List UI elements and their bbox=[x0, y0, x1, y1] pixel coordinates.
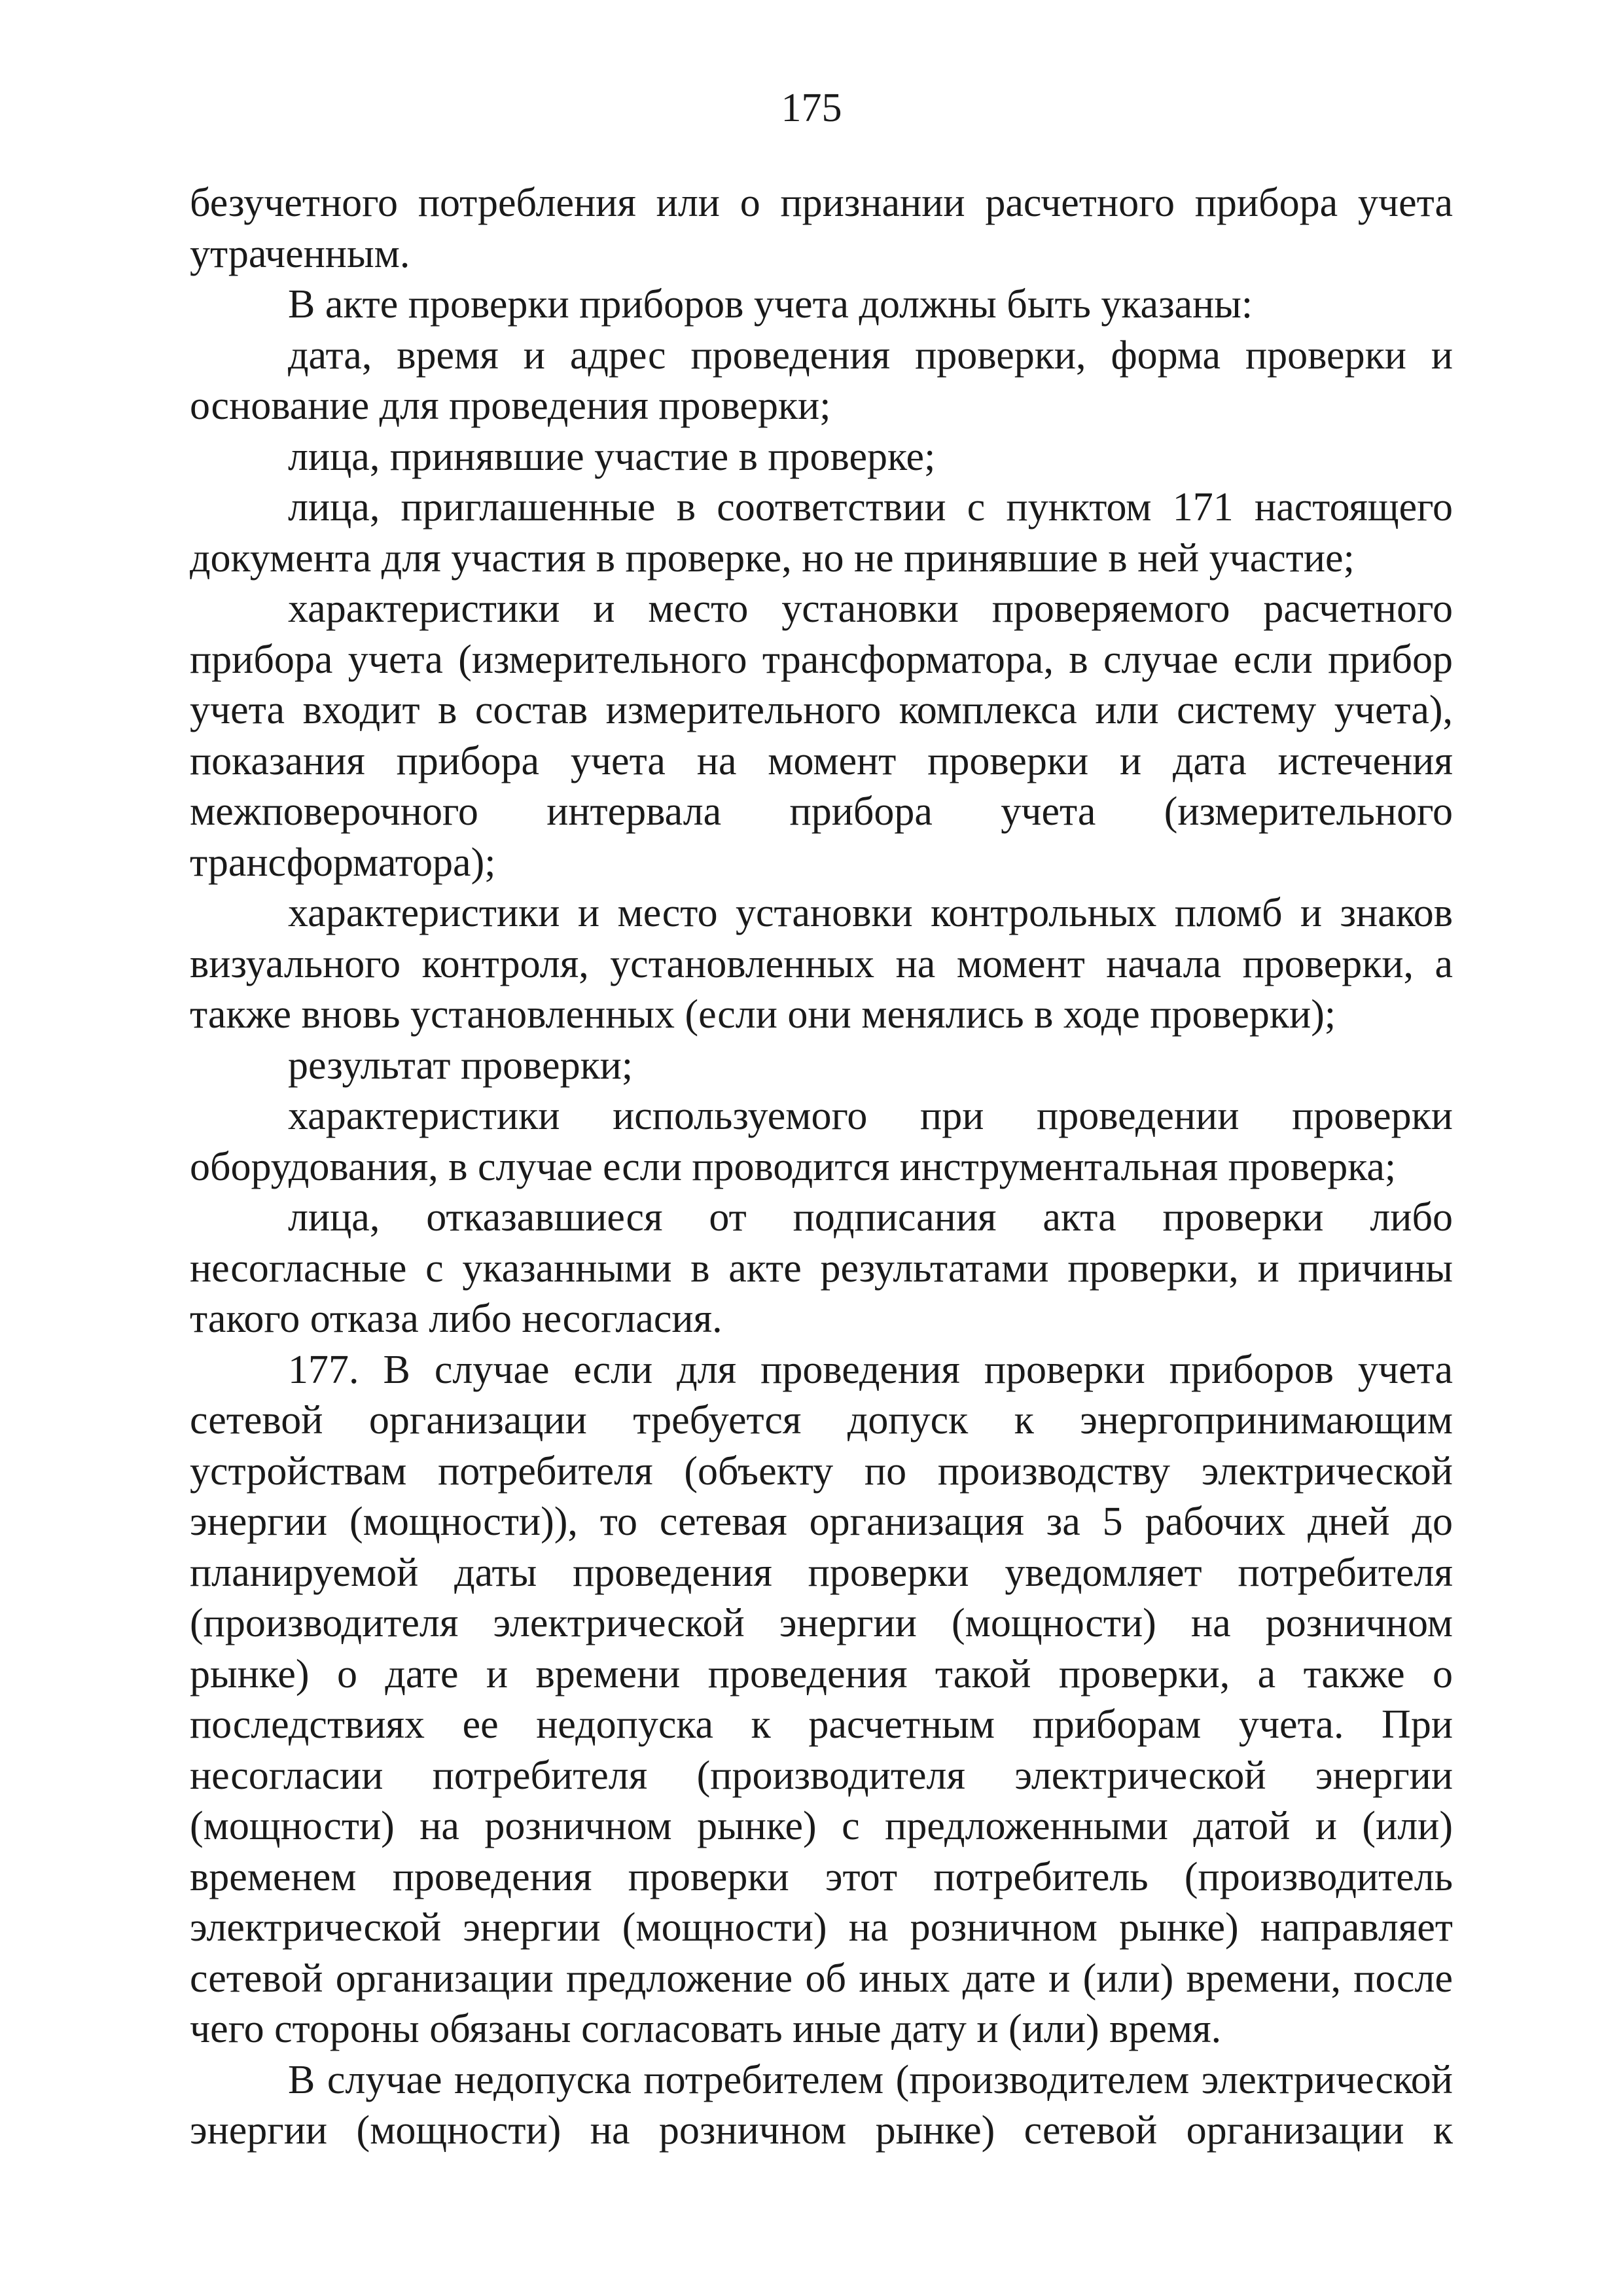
paragraph-non-admission: В случае недопуска потребителем (производителем электрической энергии (мощности) на розничном рынке) сетевой организации к bbox=[190, 2057, 1453, 2153]
list-item-equipment: характеристики используемого при проведении проверки оборудования, в случае если проводится инструментальная проверка; bbox=[190, 1094, 1453, 1189]
list-item-seals: характеристики и место установки контрольных пломб и знаков визуального контроля, установленных на момент начала проверки, а также вновь установленных (если они менялись в ходе проверки); bbox=[190, 891, 1453, 1037]
list-item-invited-absent: лица, приглашенные в соответствии с пунктом 171 настоящего документа для участия в проверке, но не принявшие в ней участие; bbox=[190, 485, 1453, 581]
paragraph-clause-177: 177. В случае если для проведения проверки приборов учета сетевой организации требуется допуск к энергопринимающим устройствам потребителя (объекту по производству электрической энергии (мощности)), то сетевая организация за 5 рабочих дней до планируемой даты проведения проверки уведомляет потребителя (производителя электрической энергии (мощности) на розничном рынке) о дате и времени проведения такой проверки, а также о последствиях ее недопуска к расчетным приборам учета. При несогласии потребителя (производителя электрической энергии (мощности) на розничном рынке) с предложенными датой и (или) временем проведения проверки этот потребитель (производитель электрической энергии (мощности) на розничном рынке) направляет сетевой организации предложение об иных дате и (или) времени, после чего стороны обязаны согласовать иные дату и (или) время. bbox=[190, 1347, 1453, 2051]
list-item-date-time-address: дата, время и адрес проведения проверки, форма проверки и основание для проведения проверки; bbox=[190, 332, 1453, 428]
paragraph-act-contents-intro: В акте проверки приборов учета должны быть указаны: bbox=[288, 282, 1253, 327]
paragraph-continuation: безучетного потребления или о признании расчетного прибора учета утраченным. bbox=[190, 181, 1453, 276]
list-item-meter-characteristics: характеристики и место установки проверяемого расчетного прибора учета (измерительного трансформатора, в случае если прибор учета входит в состав измерительного комплекса или систему учета), показания прибора учета на момент проверки и дата истечения межповерочного интервала прибора учета (измерительного трансформатора); bbox=[190, 586, 1453, 885]
list-item-participants: лица, принявшие участие в проверке; bbox=[288, 434, 936, 479]
list-item-refusals: лица, отказавшиеся от подписания акта проверки либо несогласные с указанными в акте результатами проверки, и причины такого отказа либо несогласия. bbox=[190, 1195, 1453, 1341]
list-item-result: результат проверки; bbox=[288, 1043, 633, 1088]
page-number: 175 bbox=[781, 86, 842, 130]
document-body bbox=[190, 178, 1453, 2157]
